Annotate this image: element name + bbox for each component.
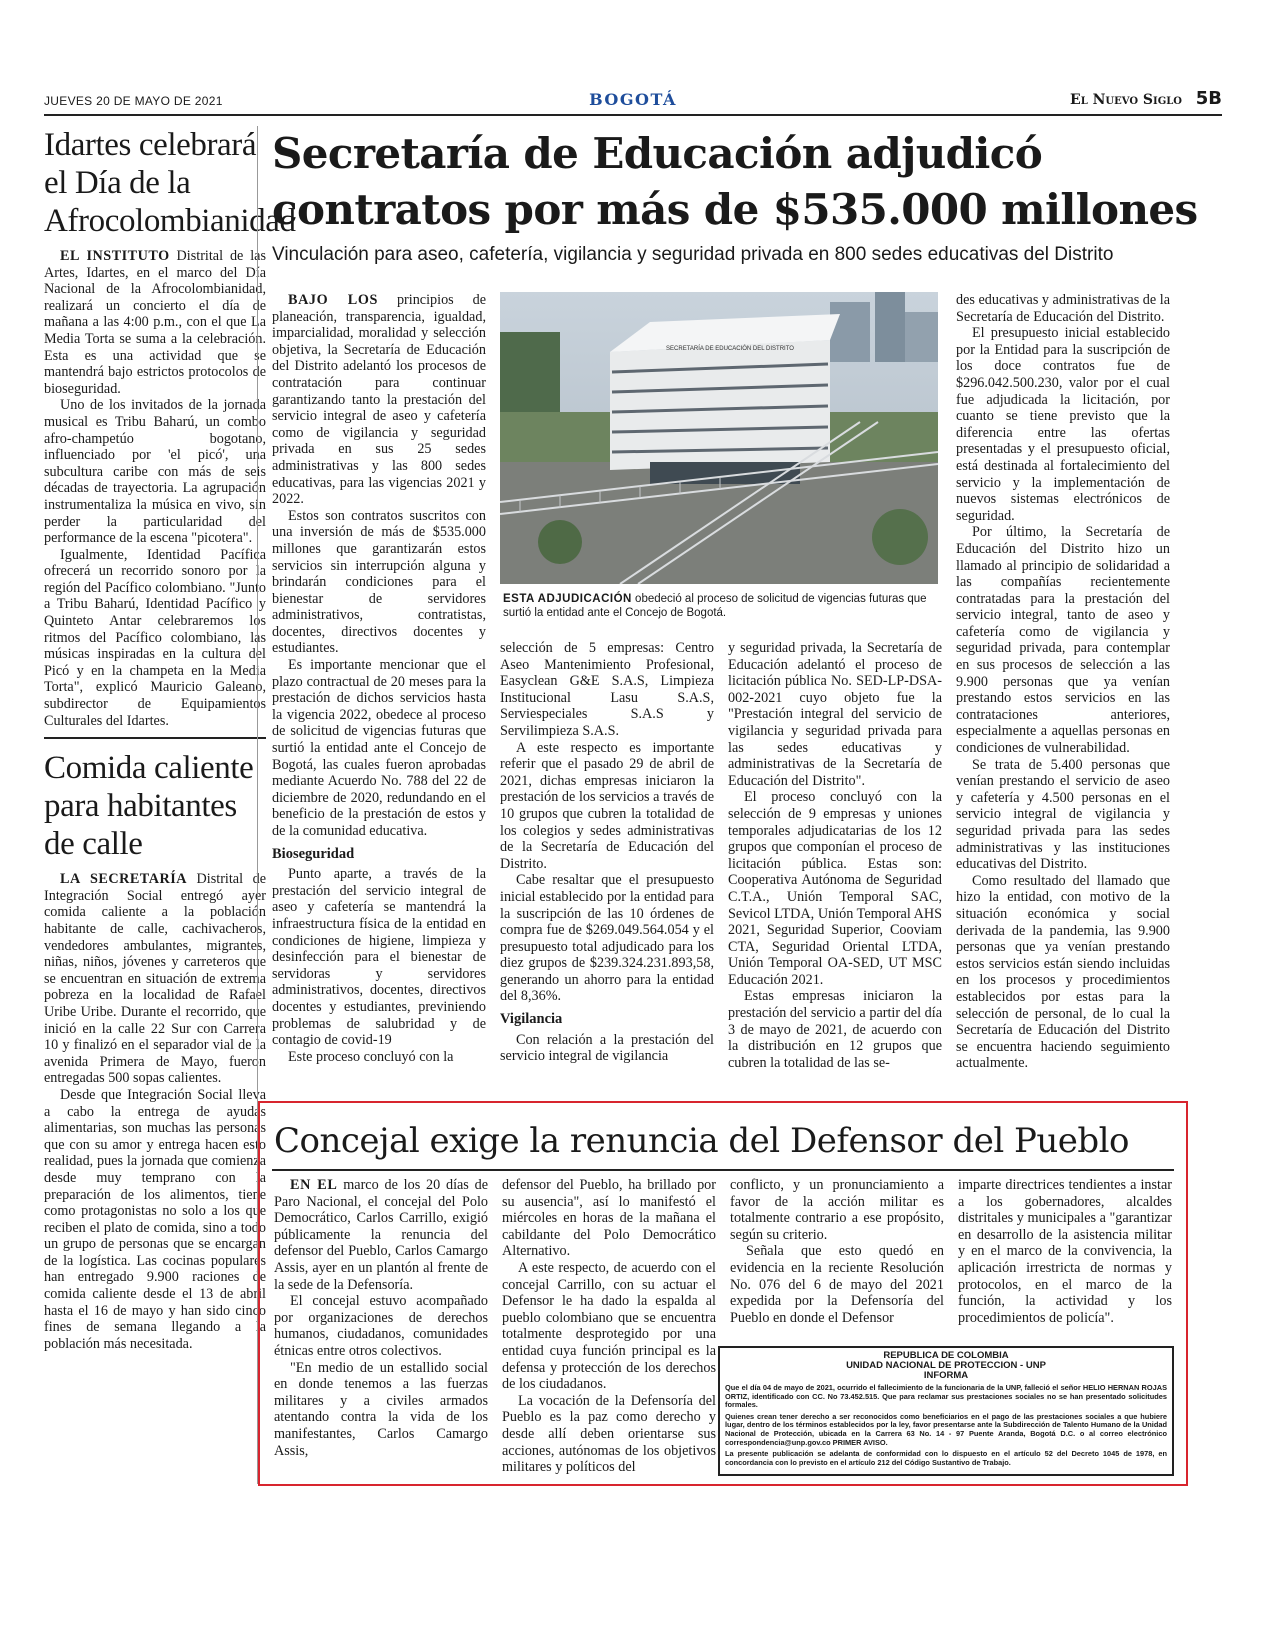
paragraph: imparte directrices tendientes a instar a los gobernadores, alcaldes distritales y municipales a "garantizar en desarrollo de la asistencia militar y en el marco de la convivencia, la aplicación irrestricta de normas y protocolos, en el marco de la función, la actividad y los procedimientos de policía". bbox=[958, 1177, 1172, 1326]
paragraph: Señala que esto quedó en evidencia en la reciente Resolución No. 076 del 6 de mayo del 2021 expedida por la Defensoría del Pueblo en donde el Defensor bbox=[730, 1243, 944, 1326]
notice-title: INFORMA bbox=[923, 1370, 969, 1381]
unp-legal-notice bbox=[718, 1346, 1174, 1476]
box-column-1 bbox=[274, 1177, 488, 1459]
notice-text: Quienes crean tener derecho a ser reconocidos como beneficiarios en el pago de las prestaciones sociales a que hubiere lugar, dentro de los términos establecidos por la ley, favor presentarse ante la Subdirección de Talento Humano de la Unidad Nacional de Protección, ubicada en la Carrera 63 No. 14 - 97 Puente Aranda, Bogotá D.C. o al correo electrónico correspondencia@unp.gov.co PRIMER AVISO. bbox=[725, 1411, 1167, 1447]
main-dek: Vinculación para aseo, cafetería, vigilancia y seguridad privada en 800 sedes educativas del Distrito bbox=[272, 244, 1114, 265]
story-title-idartes: Idartes celebrará el Día de la Afrocolombianidad bbox=[44, 127, 296, 239]
subhead-vigilancia: Vigilancia bbox=[500, 1011, 563, 1028]
paragraph: Este proceso concluyó con la bbox=[288, 1048, 454, 1065]
paragraph: Por último, la Secretaría de Educación del Distrito hizo un llamado al principio de solidaridad a las compañías recientemente contratadas para la prestación del servicio integral, tanto de aseo y cafetería como de vigilancia y seguridad privada, para contemplar en sus procesos de selección a las 9.900 personas que ya venían prestando estos servicios en las contrataciones anteriores, especialmente a aquellas personas en condiciones de vulnerabilidad. bbox=[956, 524, 1170, 757]
paragraph: Se trata de 5.400 personas que venían prestando el servicio de aseo y cafetería y 4.500 personas en el servicio integral de vigilancia y seguridad privada para las sedes administrativas y las instituciones educativas del Distrito. bbox=[956, 756, 1170, 873]
paragraph: Uno de los invitados de la jornada musical es Tribu Baharú, un combo afro-champetúo bogotano, influenciado por 'el picó', una subcultura caribe con más de seis décadas de trayectoria. La agrupación instrumentaliza la música en vivo, sin perder la particularidad del performance de la escena "picotera". bbox=[44, 397, 266, 547]
page-header bbox=[44, 88, 1222, 116]
notice-title: UNIDAD NACIONAL DE PROTECCION - UNP bbox=[846, 1360, 1046, 1371]
section-name: BOGOTÁ bbox=[589, 90, 677, 109]
main-column-3 bbox=[728, 640, 942, 1071]
story-divider bbox=[44, 737, 266, 739]
lead-in: EN EL bbox=[290, 1177, 338, 1193]
paragraph: des educativas y administrativas de la Secretaría de Educación del Distrito. bbox=[956, 292, 1170, 325]
paragraph: Con relación a la prestación del servicio integral de vigilancia bbox=[500, 1031, 714, 1065]
paragraph: y seguridad privada, la Secretaría de Educación adelantó el proceso de licitación pública No. SED-LP-DSA-002-2021 cuyo objeto fue la "Prestación integral del servicio de vigilancia y seguridad privada para las sedes educativas y administrativas de la Secretaría de Educación del Distrito". bbox=[728, 640, 942, 789]
paragraph: A este respecto, de acuerdo con el concejal Carrillo, con su actuar el Defensor le ha dado la espalda al pueblo colombiano que se encuentra totalmente desprotegido por una entidad cuya función principal es la defensa y protección de los derechos de los ciudadanos. bbox=[502, 1259, 716, 1393]
news-photo-building bbox=[500, 292, 938, 584]
paragraph: "En medio de un estallido social en donde tenemos a las fuerzas militares y a civiles armados atentando contra la vida de los manifestantes, Carlos Camargo Assis, bbox=[274, 1359, 488, 1459]
paragraph: selección de 5 empresas: Centro Aseo Mantenimiento Profesional, Easyclean G&E S.A.S, Limpieza Institucional Lasu S.A.S, Serviespeciales S.A.S y Servilimpieza S.A.S. bbox=[500, 640, 714, 739]
box-rule bbox=[272, 1169, 1174, 1171]
paragraph: Punto aparte, a través de la prestación del servicio integral de aseo y cafetería se mantendrá la infraestructura física de la entidad en condiciones de higiene, limpieza y desinfección para el bienestar de servidoras y servidores administrativos, docentes, directivos docentes y estudiantes, previniendo problemas de salubridad y de contagio de covid-19 bbox=[272, 866, 486, 1049]
box-column-4 bbox=[958, 1177, 1172, 1326]
building-sign: SECRETARÍA DE EDUCACIÓN DEL DISTRITO bbox=[666, 346, 794, 352]
main-headline: Secretaría de Educación adjudicó contratos por más de $535.000 millones bbox=[272, 129, 1198, 234]
paragraph: BAJO LOS principios de planeación, transparencia, igualdad, imparcialidad, moralidad y selección objetiva, la Secretaría de Educación del Distrito adelantó los procesos de contratación para continuar garantizando tanto la prestación del servicio integral de aseo y cafetería como de vigilancia y seguridad privada en sus 25 sedes administrativas y las 800 sedes educativas, para las vigencias 2021 y 2022. bbox=[272, 292, 487, 508]
notice-title: REPUBLICA DE COLOMBIA bbox=[883, 1350, 1009, 1361]
photo-caption: ESTA ADJUDICACIÓN obedeció al proceso de solicitud de vigencias futuras que surtió la entidad ante el Concejo de Bogotá. bbox=[503, 593, 927, 619]
main-story-head bbox=[272, 126, 1222, 266]
subhead-bioseguridad: Bioseguridad bbox=[272, 845, 355, 862]
paragraph: El presupuesto inicial establecido por la Entidad para la suscripción de los doce contratos fue de $296.042.500.230, valor por el cual fue adjudicada la licitación, por cuanto se tiene previsto que la diferencia entre las ofertas presentadas y el presupuesto oficial, está destinada al fortalecimiento del servicio y la implementación de nuevos sistemas electrónicos de seguridad. bbox=[956, 325, 1170, 524]
paragraph: defensor del Pueblo, ha brillado por su ausencia", así lo manifestó el miércoles en horas de la mañana el cabildante del Polo Democrático Alternativo. bbox=[502, 1177, 716, 1260]
paragraph: EN EL marco de los 20 días de Paro Nacional, el concejal del Polo Democrático, Carlos Carrillo, exigió públicamente la renuncia del defensor del Pueblo, Carlos Camargo Assis, ayer en un plantón al frente de la sede de la Defensoría. bbox=[274, 1177, 489, 1293]
paragraph: Como resultado del llamado que hizo la entidad, con motivo de la situación económica y social derivada de la pandemia, las 9.900 personas que ya venían prestando estos servicios están siendo incluidas en los procesos y procedimientos establecidos por estas para la selección de personal, de lo cual la Secretaría de Educación del Distrito se encuentra haciendo seguimiento actualmente. bbox=[956, 872, 1170, 1072]
paragraph: La vocación de la Defensoría del Pueblo es la paz como derecho y desde allí deben orientarse sus acciones, autónomas de los objetivos militares y políticos del bbox=[502, 1392, 716, 1476]
box-column-2 bbox=[502, 1177, 716, 1476]
paragraph: Desde que Integración Social lleva a cabo la entrega de ayudas alimentarias, son muchas las personas que con su amor y entrega hacen esto realidad, pues la jornada que comienza desde muy temprano con la preparación de los alimentos, tiene como protagonistas no solo a los que reciben el plato de comida, sino a todo un grupo de personas que se encargan de la logística. Las cocinas populares han entregado 9.900 raciones de comida caliente desde el 13 de abril hasta el 16 de mayo y han sido cinco fines de semana llegando a la población más necesitada. bbox=[44, 1086, 266, 1352]
story-title-comida: Comida caliente para habitantes de calle bbox=[44, 750, 254, 863]
notice-text: La presente publicación se adelanta de conformidad con lo dispuesto en el artículo 52 del Decreto 1045 de 1978, en concordancia con lo previsto en el artículo 212 del Código Sustantivo de Trabajo. bbox=[725, 1449, 1167, 1467]
lead-in: BAJO LOS bbox=[288, 292, 378, 308]
main-column-1 bbox=[272, 292, 486, 1065]
paragraph: El concejal estuvo acompañado por organizaciones de derechos humanos, ciudadanos, comunidades étnicas entre otros colectivos. bbox=[274, 1293, 488, 1359]
main-column-4 bbox=[956, 292, 1170, 1072]
paragraph: conflicto, y un pronunciamiento a favor de la acción militar es totalmente contrario a ese propósito, según su criterio. bbox=[730, 1177, 944, 1243]
paragraph: EL INSTITUTO Distrital de las Artes, Idartes, en el marco del Día Nacional de la Afrocolombianidad, realizará un concierto el día de mañana a las 4:00 p.m., con el que La Media Torta se suma a la celebración. Esta es una actividad que se mantendrá bajo estrictos protocolos de bioseguridad. bbox=[44, 248, 266, 397]
masthead-logo: El Nuevo Siglo bbox=[1070, 92, 1182, 108]
notice-text: Que el día 04 de mayo de 2021, ocurrido el fallecimiento de la funcionaria de la UNP, falleció el señor HELIO HERNAN ROJAS ORTIZ, identificado con CC. No 73.452.515. Que para reclamar sus prestaciones sociales no se han presentado solicitudes formales. bbox=[725, 1383, 1167, 1410]
box-headline: Concejal exige la renuncia del Defensor del Pueblo bbox=[274, 1121, 1130, 1161]
box-column-3 bbox=[730, 1177, 944, 1326]
lead-in: EL INSTITUTO bbox=[60, 248, 170, 264]
paragraph: LA SECRETARÍA Distrital de Integración Social entregó ayer comida caliente a la población habitante de calle, cachivacheros, vendedores ambulantes, migrantes, niñas, niños, jóvenes y carreteros que se encuentran en situación de extrema pobreza en la localidad de Rafael Uribe Uribe. Durante el recorrido, que inició en la calle 22 Sur con Carrera 10 y finalizó en el separador vial de la avenida Primera de Mayo, fueron entregadas 500 sopas calientes. bbox=[44, 871, 267, 1087]
lead-in: LA SECRETARÍA bbox=[60, 871, 187, 888]
issue-date: JUEVES 20 DE MAYO DE 2021 bbox=[44, 94, 223, 108]
paragraph: Cabe resaltar que el presupuesto inicial establecido por la entidad para la suscripción de las 10 órdenes de compra fue de $269.049.564.054 y el presupuesto total adjudicado para los diez grupos de $239.324.231.893,58, generando un ahorro para la entidad del 8,36%. bbox=[500, 872, 714, 1005]
left-column bbox=[44, 126, 296, 1352]
main-column-2 bbox=[500, 640, 714, 1065]
building-illustration bbox=[500, 292, 938, 584]
paragraph: Estos son contratos suscritos con una inversión de más de $535.000 millones que garantizarán estos servicios sin interrupción alguna y brindarán condiciones para el bienestar de servidores administrativos, contratistas, docentes, directivos docentes y estudiantes. bbox=[272, 507, 486, 657]
page-number: 5B bbox=[1195, 88, 1222, 109]
paragraph: Estas empresas iniciaron la prestación del servicio a partir del día 3 de mayo de 2021, de acuerdo con la distribución en 12 grupos que cubren la totalidad de las se- bbox=[728, 988, 942, 1071]
paragraph: Igualmente, Identidad Pacífica ofrecerá un recorrido sonoro por la región del Pacífico colombiano. "Junto a Tribu Baharú, Identidad Pacífico y Quinteto Antar celebraremos los ritmos del Pacífico colombiano, las músicas inspiradas en la cultura del Picó y en la champeta en la Media Torta", explicó Mauricio Galeano, subdirector de Equipamientos Culturales del Idartes. bbox=[44, 546, 266, 729]
paragraph: A este respecto es importante referir que el pasado 29 de abril de 2021, dichas empresas iniciaron la prestación de los servicios a través de 10 grupos que cubren la totalidad de los colegios y sedes administrativas de la Secretaría de Educación del Distrito. bbox=[500, 739, 714, 872]
paragraph: El proceso concluyó con la selección de 9 empresas y uniones temporales adjudicatarias de los 12 grupos que componían el proceso de licitación pública. Estas son: Cooperativa Autónoma de Seguridad C.T.A., Unión Temporal SAC, Sevicol LTDA, Unión Temporal AHS 2021, Seguridad Superior, Cooviam CTA, Seguridad Oriental LTDA, Unión Temporal OA-SED, UT MSC Educación 2021. bbox=[728, 789, 942, 988]
paragraph: Es importante mencionar que el plazo contractual de 20 meses para la prestación de dichos servicios hasta la vigencia 2022, obedece al proceso de solicitud de vigencias futuras que surtió la entidad ante el Concejo de Bogotá, las cuales fueron aprobadas mediante Acuerdo No. 788 del 22 de diciembre de 2020, redundando en el beneficio de la prestación de estos y de la comunidad educativa. bbox=[272, 657, 486, 839]
